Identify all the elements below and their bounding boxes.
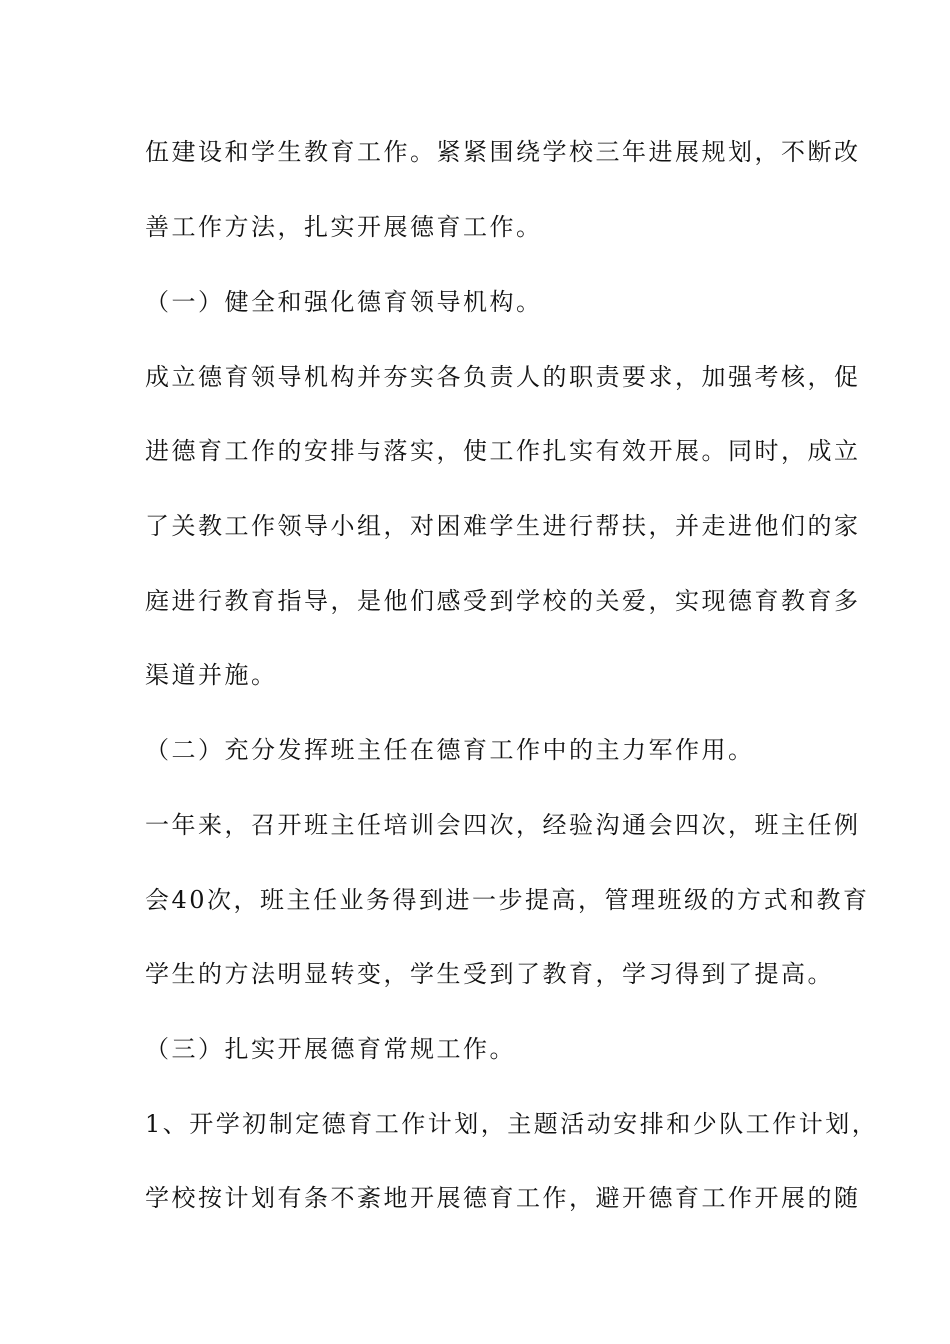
paragraph-line: 学生的方法明显转变，学生受到了教育，学习得到了提高。: [145, 960, 834, 988]
paragraph-line: 进德育工作的安排与落实，使工作扎实有效开展。同时，成立: [145, 437, 861, 465]
paragraph-line: 了关教工作领导小组，对困难学生进行帮扶，并走进他们的家: [145, 512, 861, 540]
paragraph-line: 庭进行教育指导，是他们感受到学校的关爱，实现德育教育多: [145, 587, 861, 615]
section-heading-2: （二）充分发挥班主任在德育工作中的主力军作用。: [145, 736, 755, 764]
paragraph-line: 学校按计划有条不紊地开展德育工作，避开德育工作开展的随: [145, 1184, 861, 1212]
paragraph-line: 成立德育领导机构并夯实各负责人的职责要求，加强考核，促: [145, 363, 861, 391]
paragraph-line: 会40次，班主任业务得到进一步提高，管理班级的方式和教育: [145, 886, 870, 914]
paragraph-line: 一年来，召开班主任培训会四次，经验沟通会四次，班主任例: [145, 811, 861, 839]
section-heading-3: （三）扎实开展德育常规工作。: [145, 1035, 516, 1063]
paragraph-line: 善工作方法，扎实开展德育工作。: [145, 213, 543, 241]
section-heading-1: （一）健全和强化德育领导机构。: [145, 288, 543, 316]
paragraph-line: 伍建设和学生教育工作。紧紧围绕学校三年进展规划，不断改: [145, 138, 861, 166]
paragraph-line: 1、开学初制定德育工作计划，主题活动安排和少队工作计划，: [145, 1110, 879, 1138]
paragraph-line: 渠道并施。: [145, 661, 278, 689]
